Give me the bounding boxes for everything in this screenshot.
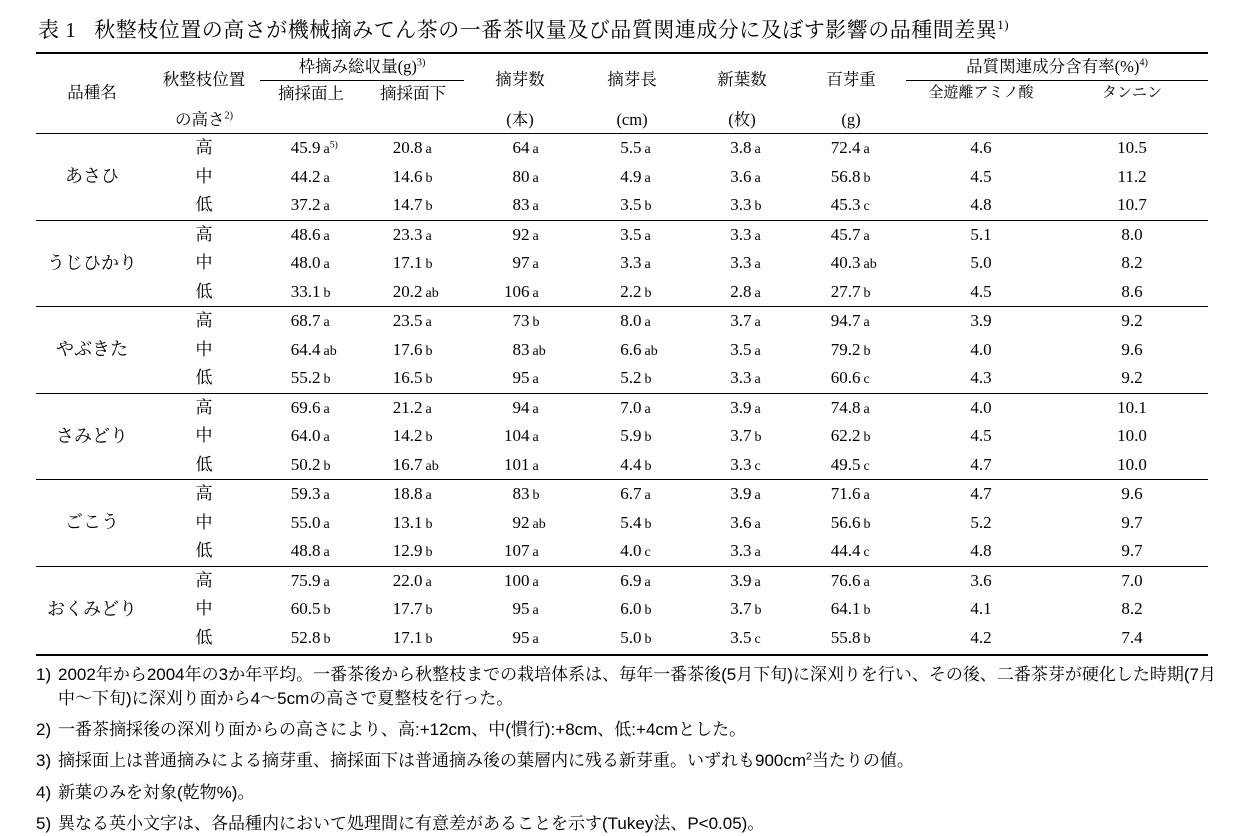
yield-above-value: 44.2 a	[290, 166, 330, 186]
header-yield-below: 摘採面下	[380, 83, 446, 103]
yield-above-value: 48.0 a	[290, 253, 330, 273]
leaf-count-value: 3.6 a	[730, 166, 761, 186]
leaf-count-value: 3.5 a	[730, 339, 761, 359]
shoot-count-value: 95 a	[512, 627, 539, 647]
yield-below-value: 23.3 a	[362, 220, 464, 249]
table-caption	[38, 14, 1213, 44]
table-row	[36, 537, 1208, 566]
amino-acid-value: 4.8	[970, 195, 992, 215]
hundred-shoot-weight-value: 79.2 b	[830, 339, 871, 359]
hundred-shoot-weight-value: 74.8 a	[796, 393, 906, 422]
yield-below-value: 21.2 a	[362, 393, 464, 422]
pruning-height: 低	[195, 627, 213, 647]
tannin-value: 10.5	[1117, 138, 1147, 158]
table-row	[36, 278, 1208, 307]
header-length-unit: (cm)	[616, 109, 648, 129]
hundred-shoot-weight-value: 56.8 b	[830, 166, 871, 186]
leaf-count-value: 3.3 a	[730, 253, 761, 273]
results-table	[36, 52, 1208, 652]
table-row	[36, 624, 1208, 653]
shoot-length-value: 5.0 b	[620, 627, 652, 647]
leaf-count-value: 3.8 a	[730, 138, 761, 158]
table-row	[36, 191, 1208, 220]
header-leaves-line1: 新葉数	[717, 70, 767, 90]
hundred-shoot-weight-value: 94.7 a	[796, 307, 906, 336]
hundred-shoot-weight-value: 60.6 c	[830, 368, 870, 388]
yield-below-value: 17.1 b	[392, 253, 433, 273]
leaf-count-value: 3.3 a	[688, 220, 796, 249]
yield-below-value: 20.8 a	[392, 138, 432, 158]
yield-above-value: 64.0 a	[290, 426, 330, 446]
shoot-length-value: 2.2 b	[620, 281, 652, 301]
hundred-shoot-weight-value: 44.4 c	[830, 541, 870, 561]
table-row	[36, 249, 1208, 278]
hundred-shoot-weight-value: 62.2 b	[830, 426, 871, 446]
tannin-value: 10.7	[1117, 195, 1147, 215]
leaf-count-value: 3.7 a	[688, 307, 796, 336]
yield-below-value: 17.1 b	[392, 627, 433, 647]
header-amino: 全遊離アミノ酸	[928, 85, 1034, 102]
tannin-value: 9.6	[1056, 480, 1208, 509]
amino-acid-value: 4.1	[970, 599, 992, 619]
tannin-value: 8.2	[1121, 599, 1143, 619]
pruning-height: 高	[148, 220, 260, 249]
tannin-value: 9.7	[1121, 541, 1143, 561]
shoot-length-value: 5.2 b	[620, 368, 652, 388]
tannin-value: 11.2	[1117, 166, 1147, 186]
yield-below-value: 23.5 a	[362, 307, 464, 336]
header-weight-line1: 百芽重	[826, 70, 876, 90]
footnote-marker: 2)	[36, 720, 52, 740]
leaf-count-value: 3.7 b	[730, 426, 762, 446]
shoot-count-value: 106 a	[504, 281, 539, 301]
caption-text: 秋整枝位置の高さが機械摘みてん茶の一番茶収量及び品質関連成分に及ぼす影響の品種間差異	[94, 18, 998, 42]
footnote-text: 一番茶摘採後の深刈り面からの高さにより、高:+12cm、中(慣行):+8cm、低:+4cmとした。	[58, 720, 747, 740]
shoot-count-value: 83 ab	[512, 339, 546, 359]
pruning-height: 中	[195, 512, 213, 532]
hundred-shoot-weight-value: 72.4 a	[830, 138, 870, 158]
leaf-count-value: 2.8 a	[730, 281, 761, 301]
leaf-count-value: 3.7 b	[730, 599, 762, 619]
yield-above-value: 52.8 b	[290, 627, 331, 647]
pruning-height: 高	[148, 480, 260, 509]
table-row	[36, 336, 1208, 365]
tannin-value: 8.0	[1056, 220, 1208, 249]
yield-below-value: 13.1 b	[392, 512, 433, 532]
amino-acid-value: 5.1	[906, 220, 1056, 249]
amino-acid-value: 4.5	[970, 426, 992, 446]
hundred-shoot-weight-value: 56.6 b	[830, 512, 871, 532]
footnote	[36, 781, 1216, 805]
shoot-length-value: 5.5 a	[620, 138, 651, 158]
hundred-shoot-weight-value: 40.3 ab	[830, 253, 877, 273]
shoot-length-value: 3.5 b	[620, 195, 652, 215]
header-height-line1: 秋整枝位置	[162, 70, 246, 90]
amino-acid-value: 5.0	[970, 253, 992, 273]
yield-above-value: 75.9 a	[260, 566, 362, 595]
leaf-count-value: 3.3 a	[730, 368, 761, 388]
table-row	[36, 480, 1208, 509]
pruning-height: 低	[195, 195, 213, 215]
amino-acid-value: 4.5	[970, 281, 992, 301]
header-length-line1: 摘芽長	[607, 70, 657, 90]
leaf-count-value: 3.3 b	[730, 195, 762, 215]
table-footnotes	[36, 663, 1216, 836]
leaf-count-value: 3.3 c	[730, 454, 761, 474]
header-quality-unit	[906, 107, 1208, 134]
header-shoots-unit: (本)	[506, 109, 534, 129]
tannin-value: 8.6	[1121, 281, 1143, 301]
leaf-count-value: 3.5 c	[730, 627, 761, 647]
pruning-height: 中	[195, 166, 213, 186]
yield-below-value: 12.9 b	[392, 541, 433, 561]
amino-acid-value: 4.8	[970, 541, 992, 561]
shoot-count-value: 104 a	[504, 426, 539, 446]
shoot-count-value: 97 a	[512, 253, 539, 273]
shoot-length-value: 6.7 a	[576, 480, 688, 509]
amino-acid-value: 4.7	[906, 480, 1056, 509]
tannin-value: 9.6	[1121, 339, 1143, 359]
footnote-text: 異なる英小文字は、各品種内において処理間に有意差があることを示す(Tukey法、P<0.05)。	[58, 813, 765, 833]
table-row	[36, 451, 1208, 480]
cultivar-name: さみどり	[36, 393, 148, 480]
cultivar-name: うじひかり	[36, 220, 148, 307]
footnote-marker: 4)	[36, 782, 52, 802]
tannin-value: 8.2	[1121, 253, 1143, 273]
pruning-height: 高	[148, 566, 260, 595]
pruning-height: 低	[195, 281, 213, 301]
table-row	[36, 509, 1208, 538]
shoot-length-value: 6.9 a	[576, 566, 688, 595]
hundred-shoot-weight-value: 76.6 a	[796, 566, 906, 595]
shoot-count-value: 92 ab	[512, 512, 546, 532]
caption-footnote-marker: 1)	[997, 17, 1010, 32]
tannin-value: 7.0	[1056, 566, 1208, 595]
table-row	[36, 134, 1208, 163]
table-body	[36, 134, 1208, 653]
pruning-height: 低	[195, 541, 213, 561]
pruning-height: 中	[195, 253, 213, 273]
shoot-count-value: 100 a	[464, 566, 576, 595]
hundred-shoot-weight-value: 27.7 b	[830, 281, 871, 301]
amino-acid-value: 4.5	[970, 166, 992, 186]
leaf-count-value: 3.6 a	[730, 512, 761, 532]
shoot-count-value: 83 a	[512, 195, 539, 215]
yield-above-value: 55.2 b	[290, 368, 331, 388]
yield-above-value: 50.2 b	[290, 454, 331, 474]
header-yield-above: 摘採面上	[278, 83, 344, 103]
hundred-shoot-weight-value: 71.6 a	[796, 480, 906, 509]
yield-above-value: 68.7 a	[260, 307, 362, 336]
pruning-height: 低	[195, 454, 213, 474]
table-row	[36, 595, 1208, 624]
cultivar-name: ごこう	[36, 480, 148, 567]
amino-acid-value: 3.9	[906, 307, 1056, 336]
table-bottom-rule	[36, 654, 1208, 656]
amino-acid-value: 4.0	[970, 339, 992, 359]
cultivar-name: やぶきた	[36, 307, 148, 394]
footnote	[36, 749, 1216, 773]
cultivar-name: おくみどり	[36, 566, 148, 652]
yield-below-value: 17.6 b	[392, 339, 433, 359]
yield-below-value: 16.5 b	[392, 368, 433, 388]
shoot-count-value: 101 a	[504, 454, 539, 474]
tannin-value: 10.0	[1117, 426, 1147, 446]
hundred-shoot-weight-value: 45.3 c	[830, 195, 870, 215]
tannin-value: 7.4	[1121, 627, 1143, 647]
yield-below-value: 22.0 a	[362, 566, 464, 595]
header-leaves-unit: (枚)	[728, 109, 756, 129]
footnote-text: 2002年から2004年の3か年平均。一番茶後から秋整枝までの栽培体系は、毎年一番茶後(5月下旬)に深刈りを行い、その後、二番茶芽が硬化した時期(7月中〜下旬)に深刈り面から4〜5cmの高さで夏整枝を行った。	[58, 665, 1216, 709]
footnote	[36, 718, 1216, 742]
tannin-value: 9.2	[1121, 368, 1143, 388]
table-row	[36, 393, 1208, 422]
yield-above-value: 55.0 a	[290, 512, 330, 532]
shoot-count-value: 64 a	[512, 138, 539, 158]
footnote	[36, 812, 1216, 836]
header-quality-group: 品質関連成分含有率(%)$^{4)}$	[906, 53, 1208, 81]
header-row-3	[36, 107, 1208, 134]
footnote-marker: 3)	[36, 751, 52, 771]
pruning-height: 低	[195, 368, 213, 388]
header-yield-group: 枠摘み総収量$(g)^{3)}$	[260, 53, 464, 81]
table-row	[36, 220, 1208, 249]
amino-acid-value: 4.3	[970, 368, 992, 388]
header-tannin: タンニン	[1102, 85, 1163, 102]
yield-below-value: 20.2 ab	[392, 281, 439, 301]
amino-acid-value: 4.6	[970, 138, 992, 158]
yield-above-value: 48.6 a	[260, 220, 362, 249]
tannin-value: 9.2	[1056, 307, 1208, 336]
amino-acid-value: 4.2	[970, 627, 992, 647]
leaf-count-value: 3.9 a	[688, 480, 796, 509]
caption-number: 表 1	[38, 18, 77, 42]
pruning-height: 中	[195, 599, 213, 619]
header-height-line2: の高さ$^{2)}$	[174, 109, 233, 129]
yield-below-value: 14.6 b	[392, 166, 433, 186]
yield-above-value: 37.2 a	[290, 195, 330, 215]
shoot-count-value: 95 a	[512, 368, 539, 388]
shoot-length-value: 5.9 b	[620, 426, 652, 446]
amino-acid-value: 3.6	[906, 566, 1056, 595]
tannin-value: 10.1	[1056, 393, 1208, 422]
shoot-length-value: 5.4 b	[620, 512, 652, 532]
yield-below-value: 16.7 ab	[392, 454, 439, 474]
shoot-count-value: 95 a	[512, 599, 539, 619]
tannin-value: 9.7	[1121, 512, 1143, 532]
table-row	[36, 364, 1208, 393]
shoot-length-value: 8.0 a	[576, 307, 688, 336]
pruning-height: 高	[195, 138, 213, 158]
pruning-height: 高	[148, 307, 260, 336]
shoot-count-value: 107 a	[504, 541, 539, 561]
pruning-height: 高	[148, 393, 260, 422]
tannin-value: 10.0	[1117, 454, 1147, 474]
yield-above-value: 48.8 a	[290, 541, 330, 561]
header-cultivar: 品種名	[67, 83, 117, 103]
table-row	[36, 163, 1208, 192]
header-yield-unit	[260, 107, 464, 134]
yield-above-value: 59.3 a	[260, 480, 362, 509]
yield-above-value: 45.9 $a^{5)}$	[290, 138, 338, 158]
footnote	[36, 663, 1216, 711]
yield-above-value: 60.5 b	[290, 599, 331, 619]
shoot-length-value: 6.0 b	[620, 599, 652, 619]
amino-acid-value: 5.2	[970, 512, 992, 532]
footnote-marker: 1)	[36, 665, 52, 684]
shoot-length-value: 4.9 a	[620, 166, 651, 186]
table-row	[36, 566, 1208, 595]
yield-above-value: 33.1 b	[290, 281, 331, 301]
footnote-marker: 5)	[36, 813, 52, 833]
header-shoots-line1: 摘芽数	[495, 70, 545, 90]
shoot-count-value: 80 a	[512, 166, 539, 186]
yield-below-value: 14.2 b	[392, 426, 433, 446]
shoot-count-value: 92 a	[464, 220, 576, 249]
leaf-count-value: 3.9 a	[688, 566, 796, 595]
footnote-text: 新葉のみを対象(乾物%)。	[58, 782, 255, 802]
cultivar-name: あさひ	[65, 166, 119, 187]
shoot-length-value: 7.0 a	[576, 393, 688, 422]
table-row	[36, 422, 1208, 451]
shoot-count-value: 94 a	[464, 393, 576, 422]
hundred-shoot-weight-value: 55.8 b	[830, 627, 871, 647]
yield-below-value: 14.7 b	[392, 195, 433, 215]
shoot-length-value: 4.0 c	[620, 541, 651, 561]
leaf-count-value: 3.9 a	[688, 393, 796, 422]
shoot-length-value: 3.3 a	[620, 253, 651, 273]
yield-above-value: 69.6 a	[260, 393, 362, 422]
yield-above-value: 64.4 ab	[290, 339, 337, 359]
header-row-1	[36, 53, 1208, 81]
header-weight-unit: (g)	[841, 109, 861, 129]
shoot-count-value: 73 b	[464, 307, 576, 336]
leaf-count-value: 3.3 a	[730, 541, 761, 561]
footnote-text: 摘採面上は普通摘みによる摘芽重、摘採面下は普通摘み後の葉層内に残る新芽重。いずれも$900cm^2$当たりの値。	[58, 750, 914, 771]
shoot-length-value: 4.4 b	[620, 454, 652, 474]
shoot-length-value: 3.5 a	[576, 220, 688, 249]
yield-below-value: 17.7 b	[392, 599, 433, 619]
amino-acid-value: 4.7	[970, 454, 992, 474]
hundred-shoot-weight-value: 64.1 b	[830, 599, 871, 619]
table-row	[36, 307, 1208, 336]
shoot-length-value: 6.6 ab	[620, 339, 658, 359]
hundred-shoot-weight-value: 45.7 a	[796, 220, 906, 249]
amino-acid-value: 4.0	[906, 393, 1056, 422]
shoot-count-value: 83 b	[464, 480, 576, 509]
yield-below-value: 18.8 a	[362, 480, 464, 509]
pruning-height: 中	[195, 339, 213, 359]
hundred-shoot-weight-value: 49.5 c	[830, 454, 870, 474]
table-header	[36, 53, 1208, 134]
pruning-height: 中	[195, 426, 213, 446]
